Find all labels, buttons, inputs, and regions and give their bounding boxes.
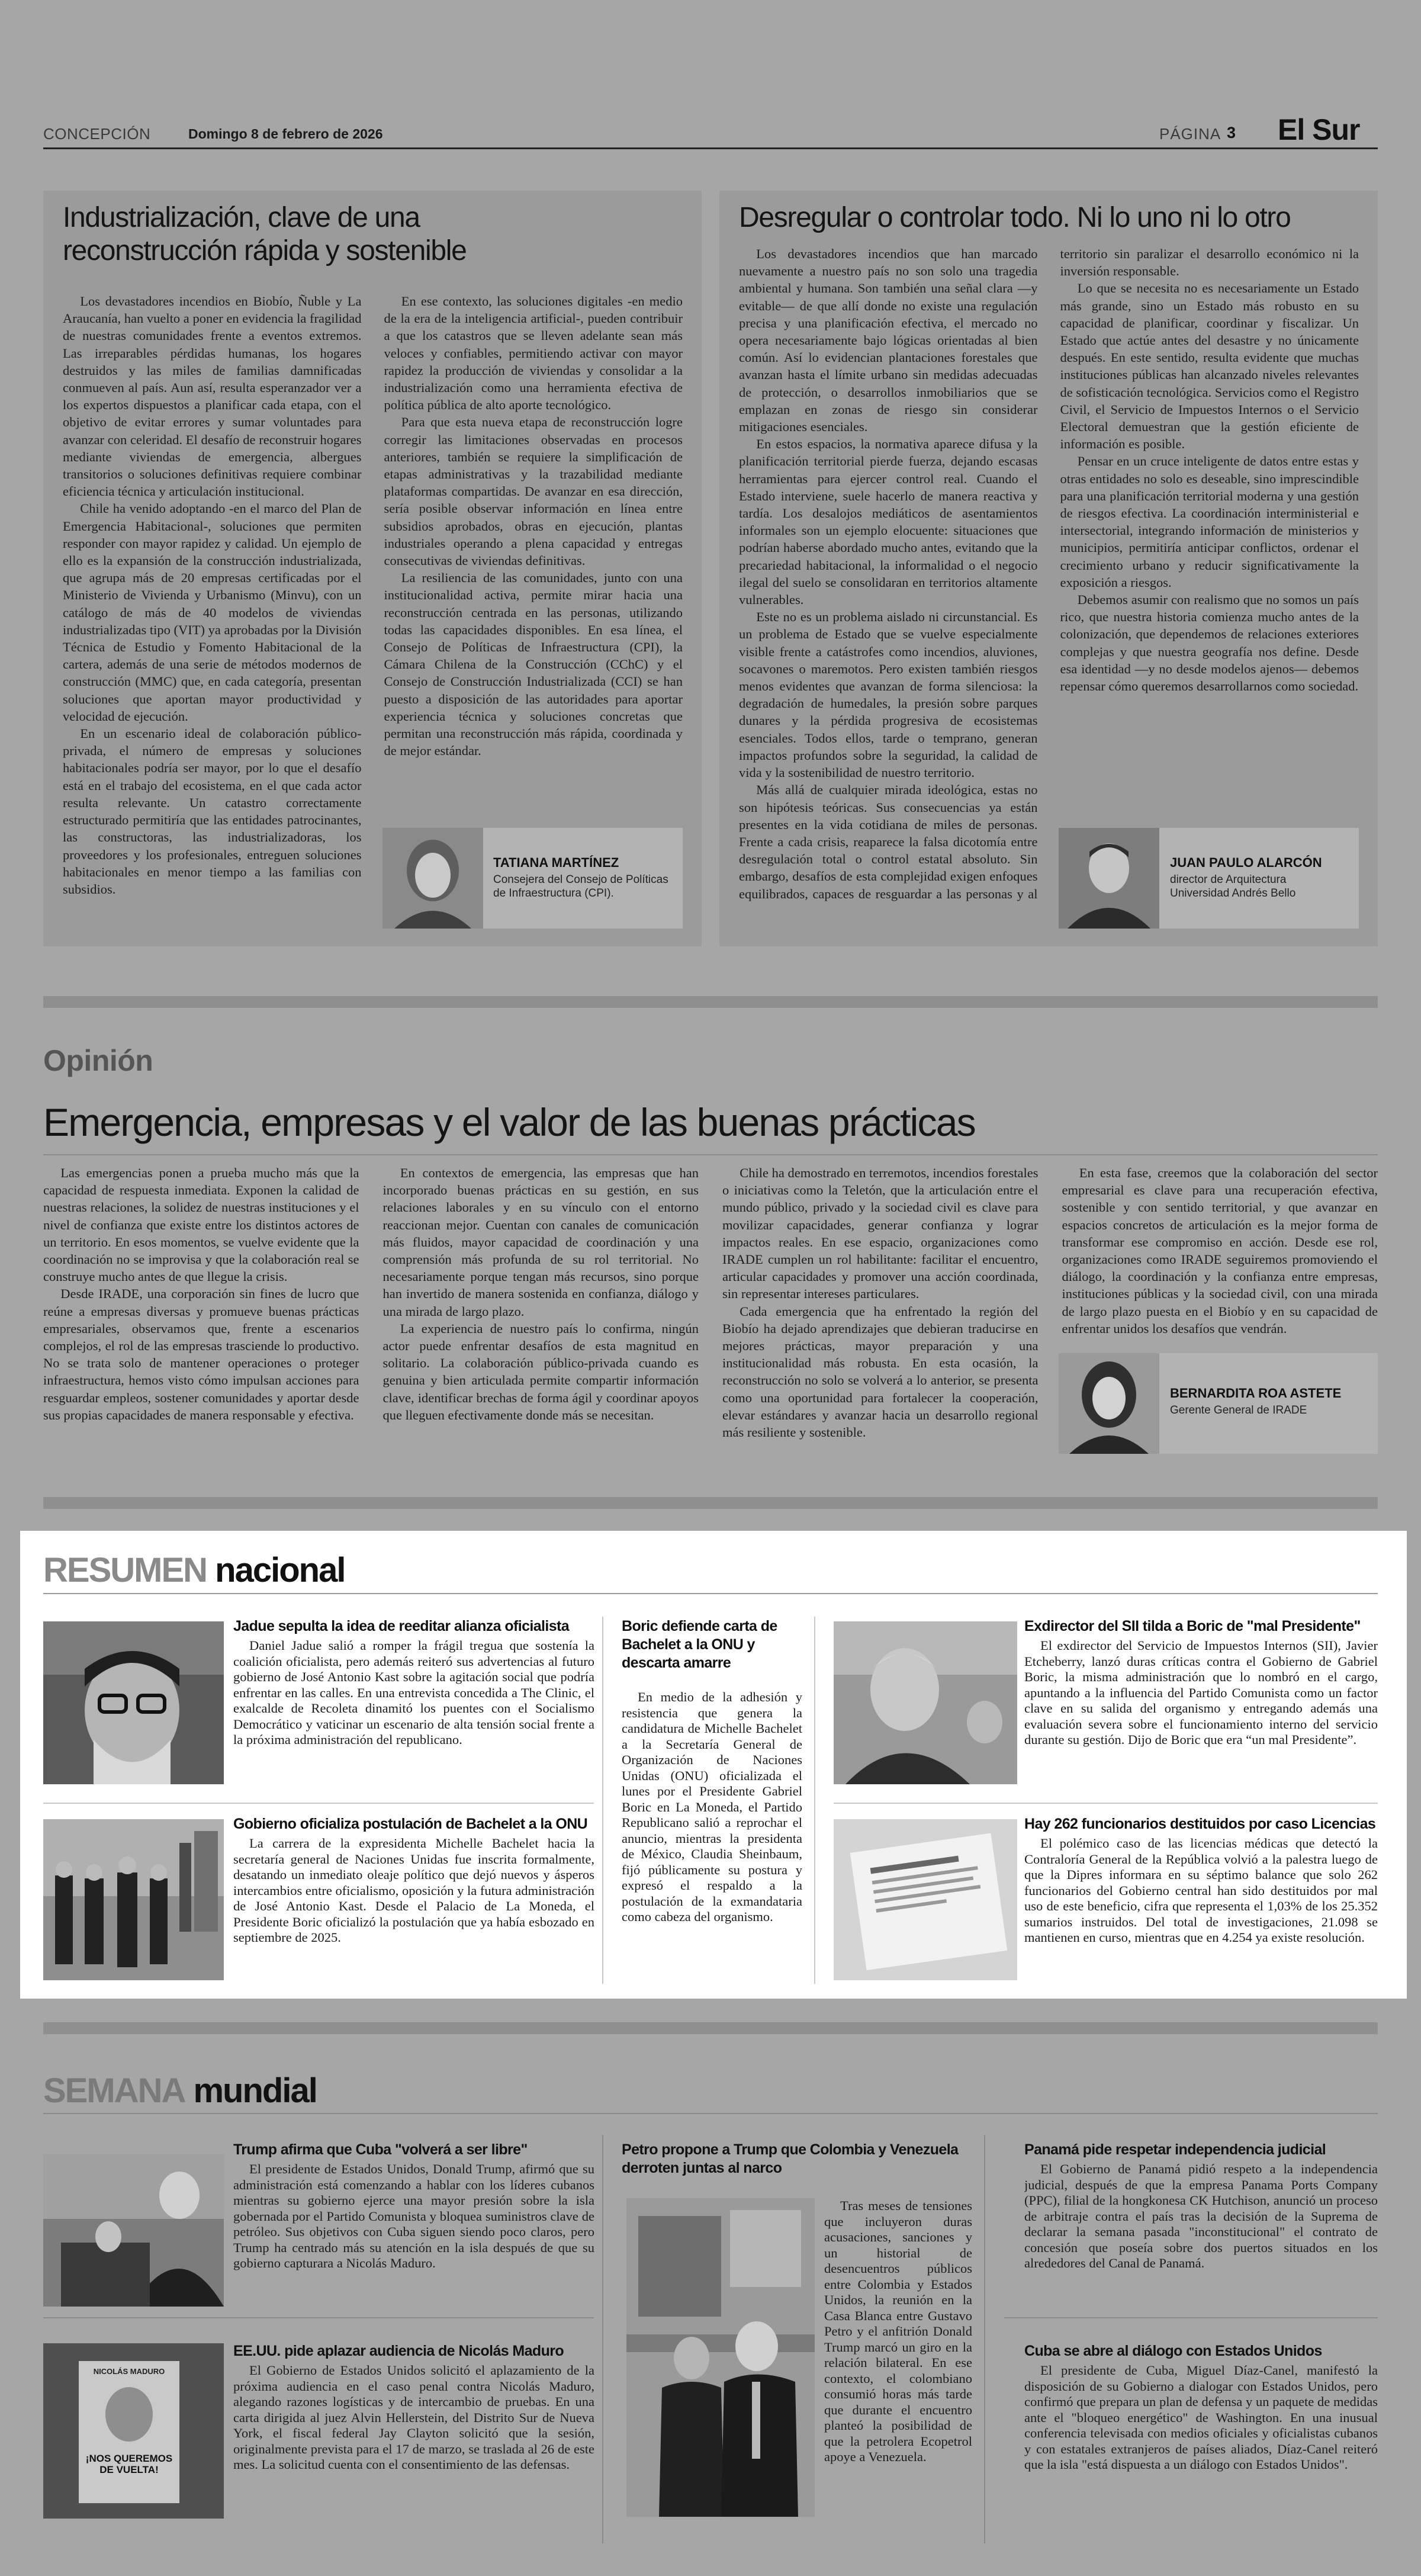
paragraph: La experiencia de nuestro país lo confirma, ningún actor puede enfrentar desafíos de esta magnitud en solitario. La colaboración público-privada cuando es genuina y bien articulada permite compartir información clave, identificar brechas de forma ágil y coordinar apoyos que lleguen efectivamente donde más se necesitan.: [382, 1321, 699, 1422]
row-divider: [43, 1803, 594, 1804]
semana-rule: [43, 2113, 1378, 2114]
paragraph: En estos espacios, la normativa aparece difusa y la planificación territorial pierde fuerza, dejando escasas herramientas para ejercer control real. Cuando el Estado interviene, suele hacerlo de manera reactiva y tardía. Los desalojos mediáticos de asentamientos informales son un ejemplo elocuente: situaciones que podrían haberse abordado mucho antes, evitando que la precariedad habitacional, la informalidad o el negocio ilegal del suelo se consolidaran en territorios altamente vulnerables.: [739, 436, 1038, 608]
paragraph: Los devastadores incendios en Biobío, Ñuble y La Araucanía, han vuelto a poner en evidencia la fragilidad de nuestras comunidades frente a eventos extremos. Las irreparables pérdidas humanas, los hogares destruidos y las miles de familias damnificadas conmueven al país. Aun así, resulta esperanzador ver a los expertos dispuestos a planificar cada etapa, con el objetivo de evitar errores y sumar voluntades para avanzar con celeridad. El desafío de reconstruir hogares mediante viviendas de emergencia, albergues transitorios o soluciones definitivas requiere combinar eficiencia técnica y articulación institucional.: [63, 294, 362, 499]
paragraph: Chile ha venido adoptando -en el marco del Plan de Emergencia Habitacional-, soluciones que permiten responder con mayor rapidez y calidad. Un ejemplo de ello es la expansión de la construcción industrializada, que agrupa más de 20 empresas certificadas por el Ministerio de Vivienda y Urbanismo (Minvu), con un catálogo de más de 40 modelos de viviendas industrializadas tipo (VIT) ya aprobadas por la División Técnica de Estudio y Fomento Habitacional de la cartera, además de una serie de métodos modernos de construcción (MMC) que, en cada categoría, presentan soluciones que aportan mayor productividad y velocidad de ejecución.: [63, 501, 362, 724]
section-separator: [43, 1497, 1378, 1509]
row-divider: [43, 2317, 594, 2318]
page-number: 3: [1227, 124, 1236, 142]
semana-item-body: El presidente de Estados Unidos, Donald Trump, afirmó que su administración está comenzando a hablar con los líderes cubanos mientras su gobierno ejerce una mayor presión sobre la isla gobernada por el Partido Comunista y bloquea suministros clave de petróleo. Sus objetivos con Cuba siguen siendo poco claros, pero Trump ha centrado más su atención en la isla después de que su gobierno capturara a Nicolás Maduro.: [233, 2161, 594, 2270]
resumen-item-body: El exdirector del Servicio de Impuestos Internos (SII), Javier Etcheberry, lanzó duras críticas contra el Gobierno de Gabriel Boric, la misma administración que lo nombró en el cargo, apuntando a la influencia del Partido Comunista como un factor clave en su salida del organismo y entregando además una evaluación severa sobre el funcionamiento interno del servicio durante su gestión. Dijo de Boric que era “un mal Presidente”.: [1024, 1638, 1378, 1747]
author-name-opinion: BERNARDITA ROA ASTETE: [1170, 1386, 1342, 1401]
paragraph: Las emergencias ponen a prueba mucho más que la capacidad de respuesta inmediata. Exponen la calidad de nuestras relaciones, la solidez de nuestras instituciones y el nivel de confianza que existe entre los distintos actores de un territorio. En esos momentos, se vuelve evidente que la coordinación no se improvisa y que la colaboración real se construye mucho antes de que llegue la crisis.: [43, 1165, 359, 1284]
editorial-right-title: Desregular o controlar todo. Ni lo uno ni lo otro: [739, 202, 1291, 233]
paragraph: En ese contexto, las soluciones digitales -en medio de la era de la inteligencia artificial-, pueden contribuir a que los catastros que se lleven adelante sean más veloces y confiables, permitiendo activar con mayor rapidez la producción de viviendas y consolidar a la industrialización como una herramienta efectiva de política pública de alto aporte tecnológico.: [384, 294, 683, 413]
page-label: PÁGINA: [1159, 125, 1221, 143]
opinion-rule: [43, 1154, 1378, 1155]
paragraph: La resiliencia de las comunidades, junto con una institucionalidad activa, permite mirar hacia una reconstrucción centrada en las personas, utilizando todas las capacidades disponibles. En esa línea, el Consejo de Políticas de Infraestructura (CPI), la Cámara Chilena de la Construcción (CChC) y el Consejo de Construcción Industrializada (CCI) se han puesto a disposición de las autoridades para aportar experiencia técnica y soluciones concretas que permitan una reconstrucción más rápida, coordinada y de mejor estándar.: [384, 570, 683, 759]
column-divider: [602, 1617, 603, 1984]
semana-item-title: Panamá pide respetar independencia judicial: [1024, 2141, 1326, 2158]
author-photo-right: [1059, 828, 1159, 929]
petro-trump-photo: [626, 2198, 815, 2517]
semana-section-bold: mundial: [193, 2071, 317, 2110]
licencias-photo: [834, 1819, 1017, 1980]
header-rule: [43, 147, 1378, 149]
resumen-item-body: Daniel Jadue salió a romper la frágil tregua que sostenía la coalición oficialista, pero además reiteró sus advertencias al futuro gobierno de José Antonio Kast sobre la agitación social que podría enfrentar en las calles. En una entrevista concedida a The Clinic, el exalcalde de Recoleta dinamitó los puentes con el Socialismo Democrático y vaticinar un escenario de alta tensión social frente a la próxima administración del republicano.: [233, 1638, 594, 1747]
paragraph: Desde IRADE, una corporación sin fines de lucro que reúne a empresas diversas y promueve buenas prácticas empresariales, observamos que, frente a escenarios complejos, el rol de las empresas trasciende lo productivo. No se trata solo de mantener operaciones o proteger infraestructura, hemos visto cómo impulsan acciones para resguardar empleos, sostener comunidades y aportar desde sus propias capacidades de manera responsable y efectiva.: [43, 1286, 359, 1422]
paragraph: Pensar en un cruce inteligente de datos entre estas y otras entidades no solo es deseable, sino imprescindible para una planificación territorial moderna y una gestión de riesgos efectiva. La coordinación interministerial e intersectorial, integrando información de ministerios y municipios, permitiría anticipar conflictos, ordenar el crecimiento urbano y reducir significativamente la exposición a riesgos.: [1060, 454, 1359, 590]
paragraph: Más allá de cualquier mirada ideológica, estas no son hipótesis teóricas. Sus consecuencias ya están presentes en la vida cotidiana de miles de personas. Frente a cada crisis, reaparece la falsa dicotomía entre desregulación total o control estatal absoluto. Sin embargo, desafíos de esta complejidad exigen enfoques equilibrados, capaces de resguardar a las personas y al territorio sin paralizar el desarrollo económico ni la inversión responsable.: [739, 246, 1359, 901]
column-divider: [984, 2135, 985, 2543]
column-divider: [814, 1617, 815, 1984]
poster-text-bottom: ¡NOS QUEREMOS DE VUELTA!: [85, 2453, 173, 2475]
brand-logo: El Sur: [1278, 113, 1360, 146]
poster-text-top: NICOLÁS MADURO: [93, 2367, 165, 2376]
section-separator: [43, 2022, 1378, 2034]
portrait-icon: [1059, 1353, 1159, 1454]
paragraph: Este no es un problema aislado ni circunstancial. Es un problema de Estado que se vuelve especialmente visible frente a catástrofes como incendios, aluviones, socavones o maremotos. Pero existen también riesgos menos evidentes que avanzan de forma silenciosa: la degradación de humedales, la presión sobre parques dunares y la pérdida progresiva de ecosistemas esenciales. Todos ellos, tarde o temprano, generan impactos profundos sobre la seguridad, la calidad de vida y la sostenibilidad de nuestro territorio.: [739, 609, 1038, 780]
paragraph: Chile ha demostrado en terremotos, incendios forestales o iniciativas como la Teletón, que la articulación entre el mundo público, privado y la sociedad civil es clave para movilizar capacidades, generar confianza y lograr impactos reales. En ese espacio, organizaciones como IRADE cumplen un rol habilitante: facilitar el encuentro, articular capacidades y promover una acción coordinada, sin representar intereses particulares.: [722, 1165, 1039, 1302]
paragraph: Los devastadores incendios que han marcado nuevamente a nuestro país no son solo una tragedia ambiental y humana. Son también una señal clara —y evitable— de que allí donde no existe una regulación precisa y una planificación efectiva, el mercado no opera necesariamente bajo lógicas orientadas al bien común. Así lo evidencian plantaciones forestales que avanzan hasta el límite urbano sin medidas adecuadas de protección, o desarrollos inmobiliarios que se emplazan en zonas de riesgo sin considerar mitigaciones esenciales.: [739, 246, 1038, 435]
author-photo-opinion: [1059, 1353, 1159, 1454]
resumen-item-body-wrap: [1024, 1638, 1378, 1786]
resumen-item-body: La carrera de la expresidenta Michelle Bachelet hacia la secretaría general de Naciones Unidas fue inscrita formalmente, desatando un inmediato oleaje político que dejó nuevos y ásperos intercambios entre oficialismo, oposición y la futura administración de José Antonio Kast. Desde el Palacio de La Moneda, el Presidente Boric oficializó la postulación que ya había esbozado en septiembre de 2025.: [233, 1836, 594, 1945]
author-name-right: JUAN PAULO ALARCÓN: [1170, 855, 1322, 870]
resumen-item-title: Exdirector del SII tilda a Boric de "mal Presidente": [1024, 1618, 1361, 1634]
jadue-photo: [43, 1621, 224, 1784]
semana-item-body: El Gobierno de Panamá pidió respeto a la independencia judicial, después de que la empresa Panama Ports Company (PPC), filial de la hongkonesa CK Hutchison, anunció un proceso de arbitraje contra el país tras la decisión de la Suprema de declarar la semana pasada "inconstitucional" el contrato de concesión que poseía sobre dos puertos situados en los alrededores del Canal de Panamá.: [1024, 2161, 1378, 2270]
resumen-section-bold: nacional: [215, 1551, 345, 1589]
paragraph: Debemos asumir con realismo que no somos un país rico, que nuestra historia comienza mucho antes de la colonización, que dependemos de relaciones exteriores complejas y que nuestra geografía nos define. Desde esa identidad —y no desde modelos ajenos— debemos repensar cómo queremos desarrollarnos como sociedad.: [1060, 592, 1359, 694]
semana-item-title: Cuba se abre al diálogo con Estados Unidos: [1024, 2343, 1322, 2359]
resumen-item-title: Gobierno oficializa postulación de Bachelet a la ONU: [233, 1816, 588, 1832]
author-photo-left: [382, 828, 483, 929]
opinion-title: Emergencia, empresas y el valor de las buenas prácticas: [43, 1100, 975, 1144]
row-divider: [1004, 2317, 1378, 2318]
paragraph: Lo que se necesita no es necesariamente un Estado más grande, sino un Estado más robusto en su capacidad de planificar, coordinar y fiscalizar. Un Estado que actúe antes del desastre y no únicamente después. En este sentido, resulta evidente que muchas instituciones públicas han alcanzado niveles relevantes de sofisticación tecnológica. Servicios como el Registro Civil, el Servicio de Impuestos Internos o el Servicio Electoral demuestran que la gestión eficiente de información es posible.: [1060, 281, 1359, 452]
semana-item-body-wrap: [233, 2161, 594, 2310]
semana-item-body-wrap: [233, 2363, 594, 2523]
resumen-section-title: [43, 1550, 345, 1590]
paragraph: En un escenario ideal de colaboración público-privada, el número de empresas y soluciones habitacionales podría ser mayor, por lo que el desafío está en el trabajo del ecosistema, en el que cada actor resulta relevante. Un catastro correctamente estructurado permitiría que las entidades patrocinantes, las constructoras, las industrializadoras, los proveedores y los profesionales, entreguen soluciones habitacionales en menor tiempo a las familias con subsidios.: [63, 726, 362, 897]
paragraph: Para que esta nueva etapa de reconstrucción logre corregir las limitaciones observadas en procesos anteriores, también se requiere la simplificación de etapas administrativas y la trazabilidad mediante plataformas compartidas. De avanzar en esa dirección, sería posible observar información en línea entre subsidios aprobados, obras en ejecución, plantas industriales operando a plena capacidad y entregas consecutivas de viviendas definitivas.: [384, 415, 683, 568]
author-role-right: director de Arquitectura Universidad Andrés Bello: [1170, 873, 1296, 900]
maduro-poster-photo: [43, 2343, 224, 2519]
author-name-left: TATIANA MARTÍNEZ: [493, 855, 619, 870]
editorial-right-body: [739, 245, 1359, 929]
author-role-opinion: Gerente General de IRADE: [1170, 1404, 1307, 1417]
bachelet-photo: [43, 1819, 224, 1980]
resumen-item-title: Jadue sepulta la idea de reeditar alianza oficialista: [233, 1618, 570, 1634]
event-photo-icon: [43, 2154, 224, 2307]
semana-item-title: Trump afirma que Cuba "volverá a ser libre": [233, 2141, 528, 2158]
event-photo-icon: [626, 2198, 815, 2517]
resumen-item-body-wrap: [233, 1638, 594, 1786]
header-city: CONCEPCIÓN: [43, 125, 151, 143]
column-divider: [602, 2135, 603, 2543]
resumen-rule: [43, 1593, 1378, 1594]
header-date: Domingo 8 de febrero de 2026: [188, 126, 383, 142]
semana-item-title: Petro propone a Trump que Colombia y Venezuela derroten juntas al narco: [622, 2141, 959, 2176]
portrait-icon: [1059, 828, 1159, 929]
resumen-section-light: RESUMEN: [43, 1551, 207, 1589]
resumen-item-title: Boric defiende carta de Bachelet a la ONU y descarta amarre: [622, 1618, 777, 1671]
portrait-icon: [382, 828, 483, 929]
resumen-item-body: En medio de la adhesión y resistencia que genera la candidatura de Michelle Bachelet a la Secretaría General de Organización de Naciones Unidas (ONU) oficializada el lunes por el Presidente Gabriel Boric en La Moneda, el Partido Republicano salió a reprochar el anuncio, mientras la presidenta de México, Claudia Sheinbaum, fijó públicamente su postura y expresó el respaldo a la postulación de la exmandataria como cabeza del organismo.: [622, 1690, 802, 1924]
semana-section-title: [43, 2071, 317, 2111]
resumen-item-body: El polémico caso de las licencias médicas que detectó la Contraloría General de la República volvió a la palestra luego de que la Dipres informara en su séptimo balance que solo 262 funcionarios del Gobierno central han sido destituidos por mal uso de este beneficio, cifra que representa el 1,03% de los 25.352 sumarios instruidos. Del total de investigaciones, 21.098 se mantienen en curso, mientras que en 4.254 ya existe resolución.: [1024, 1836, 1378, 1945]
row-divider: [834, 1803, 1378, 1804]
document-photo-icon: [834, 1819, 1017, 1980]
resumen-item-title: Hay 262 funcionarios destituidos por caso Licencias: [1024, 1816, 1376, 1832]
portrait-icon: [43, 1621, 224, 1784]
etcheberry-photo: [834, 1621, 1017, 1784]
editorial-left-title: Industrialización, clave de una reconstrucción rápida y sostenible: [63, 202, 467, 266]
semana-item-body: El Gobierno de Estados Unidos solicitó el aplazamiento de la próxima audiencia en el caso penal contra Nicolás Maduro, alegando razones logísticas y de intercambio de pruebas. En una carta dirigida al juez Alvin Hellerstein, del Distrito Sur de Nueva York, el fiscal federal Jay Clayton solicitó que la sesión, originalmente prevista para el 17 de marzo, se traslada al 26 de este mes. La solicitud cuenta con el consentimiento de las defensas.: [233, 2363, 594, 2472]
semana-item-body: Tras meses de tensiones que incluyeron duras acusaciones, sanciones y un historial de desencuentros públicos entre Colombia y Estados Unidos, la reunión en la Casa Blanca entre Gustavo Petro y el anfitrión Donald Trump marcó un giro en la relación bilateral. En ese contexto, el colombiano consumió horas más tarde que durante el encuentro planteó la posibilidad de que la petrolera Ecopetrol apoye a Venezuela.: [824, 2198, 972, 2464]
semana-item-body: El presidente de Cuba, Miguel Díaz-Canel, manifestó la disposición de su Gobierno a dialogar con Estados Unidos, pero confirmó que prepara un plan de defensa y un paquete de medidas ante el "bloqueo energético" de Washington. En una inusual conferencia televisada con medios oficiales y oficialistas cubanos y con estatales extranjeros de países aliados, Díaz-Canel reiteró que la isla "está dispuesta a un diálogo con Estados Unidos".: [1024, 2363, 1378, 2472]
semana-item-body-wrap: [1024, 2363, 1378, 2523]
semana-item-body-wrap: [1024, 2161, 1378, 2310]
paragraph: En esta fase, creemos que la colaboración del sector empresarial es clave para una recuperación efectiva, sostenible y con sentido territorial, y que avanzar en espacios concretos de articulación es la mejor forma de transformar ese compromiso en acción. Desde ese rol, organizaciones como IRADE seguiremos promoviendo el diálogo, la coordinación y la confianza entre empresas, instituciones públicas y la sociedad civil, con una mirada de largo plazo puesta en el Biobío y en su capacidad de enfrentar unidos los desafíos que vendrán.: [1062, 1165, 1378, 1336]
trump-cuba-photo: [43, 2154, 224, 2307]
paragraph: Cada emergencia que ha enfrentado la región del Biobío ha dejado aprendizajes que debieran traducirse en mejores prácticas, mayor preparación y una institucionalidad más robusta. En esta ocasión, la reconstrucción no solo se volverá a lo anterior, se presenta como una oportunidad para fortalecer la cooperación, elevar estándares y avanzar hacia un desarrollo regional más resiliente y sostenible.: [722, 1303, 1039, 1440]
resumen-item-body-wrap: [622, 1690, 802, 2033]
paragraph: En contextos de emergencia, las empresas que han incorporado buenas prácticas en su gestión, en sus relaciones laborales y en su vínculo con el entorno reaccionan mejor. Cuentan con canales de comunicación más fluidos, mayor capacidad de coordinación y una comprensión más profunda de su rol territorial. No necesariamente porque tengan más recursos, sino porque han invertido de manera sostenida en confianza, diálogo y una mirada de largo plazo.: [382, 1165, 699, 1319]
semana-item-body-wrap: [824, 2198, 972, 2524]
resumen-item-body-wrap: [1024, 1836, 1378, 1984]
opinion-section-label: Opinión: [43, 1044, 153, 1077]
semana-item-title: EE.UU. pide aplazar audiencia de Nicolás Maduro: [233, 2343, 564, 2359]
section-separator: [43, 996, 1378, 1008]
author-role-left: Consejera del Consejo de Políticas de Infraestructura (CPI).: [493, 873, 668, 900]
event-photo-icon: [43, 1819, 224, 1980]
semana-section-light: SEMANA: [43, 2071, 185, 2110]
portrait-icon: [834, 1621, 1017, 1784]
resumen-item-body-wrap: [233, 1836, 594, 1984]
